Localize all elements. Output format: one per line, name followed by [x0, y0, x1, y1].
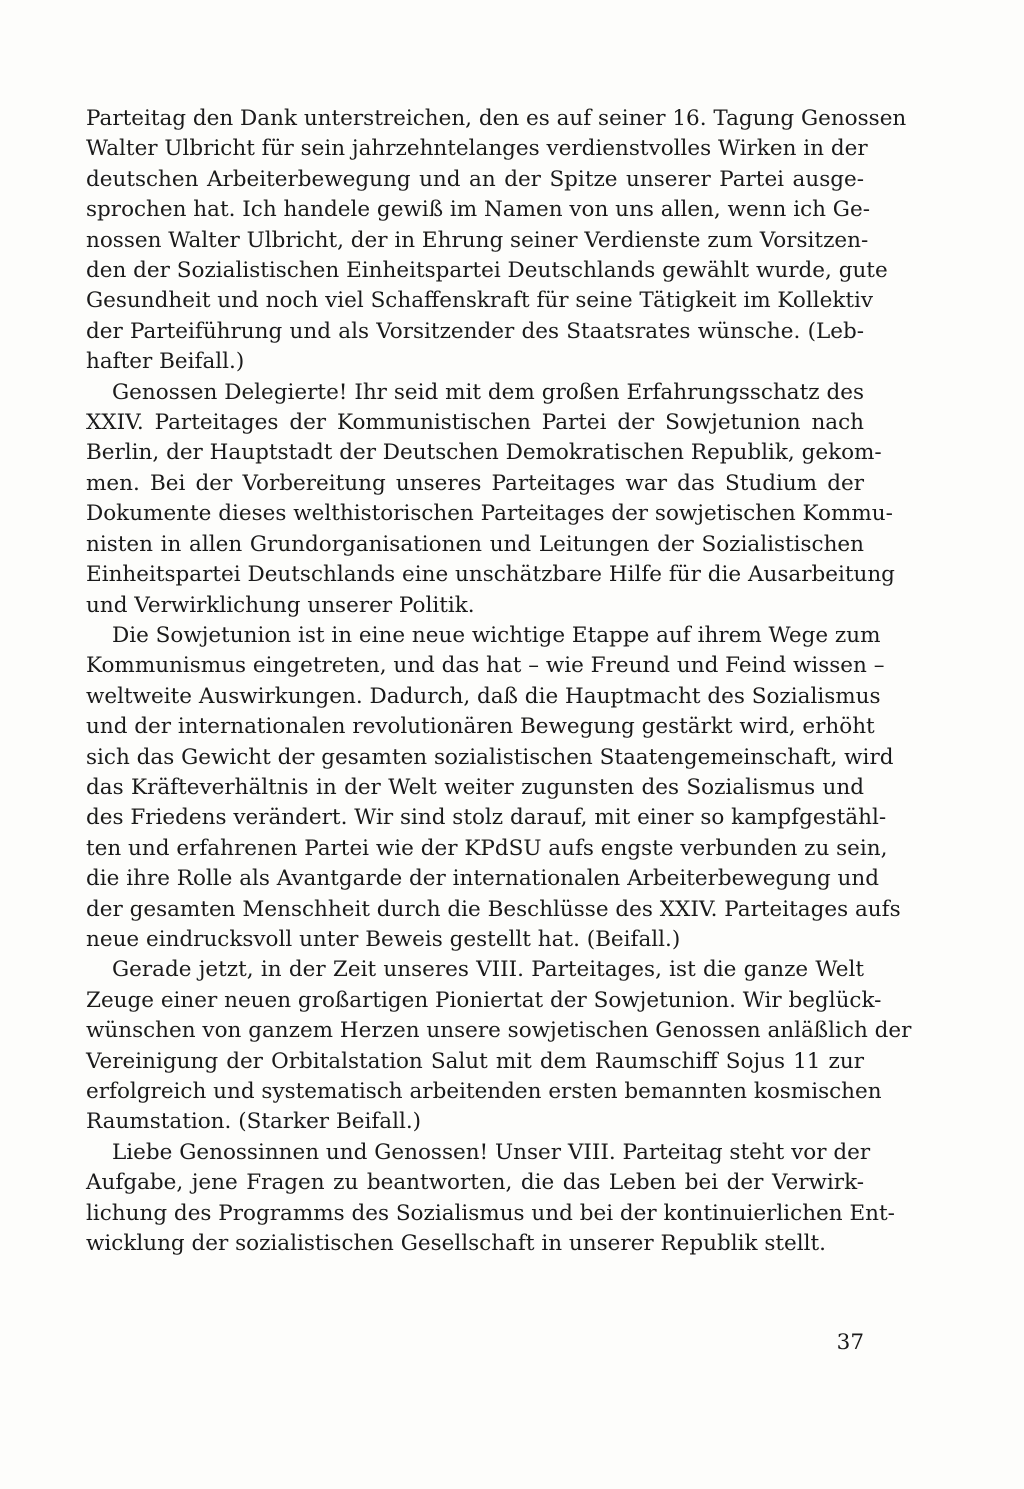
paragraph	[86, 378, 895, 621]
text-line: Raumstation. (Starker Beifall.)	[86, 1109, 422, 1135]
text-line: Vereinigung der Orbitalstation Salut mit dem Raumschiff Sojus 11 zur	[86, 1048, 864, 1074]
text-line: Berlin, der Hauptstadt der Deutschen Demokratischen Republik, gekom-	[86, 440, 882, 466]
text-line: wünschen von ganzem Herzen unsere sowjetischen Genossen anläßlich der	[86, 1018, 912, 1044]
text-line: Zeuge einer neuen großartigen Pioniertat der Sowjetunion. Wir beglück-	[86, 987, 882, 1013]
text-line: weltweite Auswirkungen. Dadurch, daß die Hauptmacht des Sozialismus	[86, 683, 881, 709]
text-line: XXIV. Parteitages der Kommunistischen Partei der Sowjetunion nach	[86, 410, 864, 436]
text-line: Kommunismus eingetreten, und das hat – wie Freund und Feind wissen –	[86, 653, 885, 679]
text-line: das Kräfteverhältnis in der Welt weiter zugunsten des Sozialismus und	[86, 774, 864, 800]
text-line: neue eindrucksvoll unter Beweis gestellt hat. (Beifall.)	[86, 926, 681, 952]
text-line: des Friedens verändert. Wir sind stolz darauf, mit einer so kampfgestähl-	[86, 805, 887, 831]
text-line: Die Sowjetunion ist in eine neue wichtige Etappe auf ihrem Wege zum	[112, 622, 881, 648]
text-line: die ihre Rolle als Avantgarde der internationalen Arbeiterbewegung und	[86, 866, 880, 892]
text-line: nossen Walter Ulbricht, der in Ehrung seiner Verdienste zum Vorsitzen-	[86, 227, 869, 253]
text-line: men. Bei der Vorbereitung unseres Parteitages war das Studium der	[86, 470, 864, 496]
text-line: nisten in allen Grundorganisationen und Leitungen der Sozialistischen	[86, 531, 864, 557]
text-line: und Verwirklichung unserer Politik.	[86, 592, 475, 618]
text-line: lichung des Programms des Sozialismus und bei der kontinuierlichen Ent-	[86, 1200, 895, 1226]
text-line: ten und erfahrenen Partei wie der KPdSU aufs engste verbunden zu sein,	[86, 835, 888, 861]
text-line: sprochen hat. Ich handele gewiß im Namen von uns allen, wenn ich Ge-	[86, 197, 870, 223]
page-number: 37	[836, 1330, 864, 1355]
text-line: der Parteiführung und als Vorsitzender des Staatsrates wünsche. (Leb-	[86, 318, 864, 344]
paragraph	[86, 955, 912, 1137]
text-line: hafter Beifall.)	[86, 349, 245, 375]
text-line: Parteitag den Dank unterstreichen, den es auf seiner 16. Tagung Genossen	[86, 106, 907, 131]
text-line: Einheitspartei Deutschlands eine unschätzbare Hilfe für die Ausarbeitung	[86, 562, 895, 588]
text-line: erfolgreich und systematisch arbeitenden ersten bemannten kosmischen	[86, 1079, 882, 1104]
text-line: wicklung der sozialistischen Gesellschaft in unserer Republik stellt.	[86, 1231, 826, 1257]
text-line: der gesamten Menschheit durch die Beschlüsse des XXIV. Parteitages aufs	[86, 896, 901, 922]
body-text	[86, 104, 912, 1259]
text-line: sich das Gewicht der gesamten sozialistischen Staatengemeinschaft, wird	[86, 744, 894, 770]
text-line: den der Sozialistischen Einheitspartei Deutschlands gewählt wurde, gute	[86, 258, 888, 284]
paragraph	[86, 621, 901, 955]
text-line: Liebe Genossinnen und Genossen! Unser VIII. Parteitag steht vor der	[112, 1139, 871, 1165]
text-line: Dokumente dieses welthistorischen Parteitages der sowjetischen Kommu-	[86, 501, 893, 527]
text-line: und der internationalen revolutionären Bewegung gestärkt wird, erhöht	[86, 714, 875, 740]
text-line: deutschen Arbeiterbewegung und an der Spitze unserer Partei ausge-	[86, 166, 864, 192]
paragraph	[86, 1138, 895, 1260]
text-line: Gerade jetzt, in der Zeit unseres VIII. Parteitages, ist die ganze Welt	[112, 957, 864, 983]
paragraph	[86, 104, 907, 378]
text-line: Walter Ulbricht für sein jahrzehntelanges verdienstvolles Wirken in der	[86, 136, 868, 162]
text-line: Gesundheit und noch viel Schaffenskraft für seine Tätigkeit im Kollektiv	[86, 288, 874, 314]
text-line: Genossen Delegierte! Ihr seid mit dem großen Erfahrungsschatz des	[112, 379, 864, 405]
text-line: Aufgabe, jene Fragen zu beantworten, die das Leben bei der Verwirk-	[86, 1170, 864, 1196]
